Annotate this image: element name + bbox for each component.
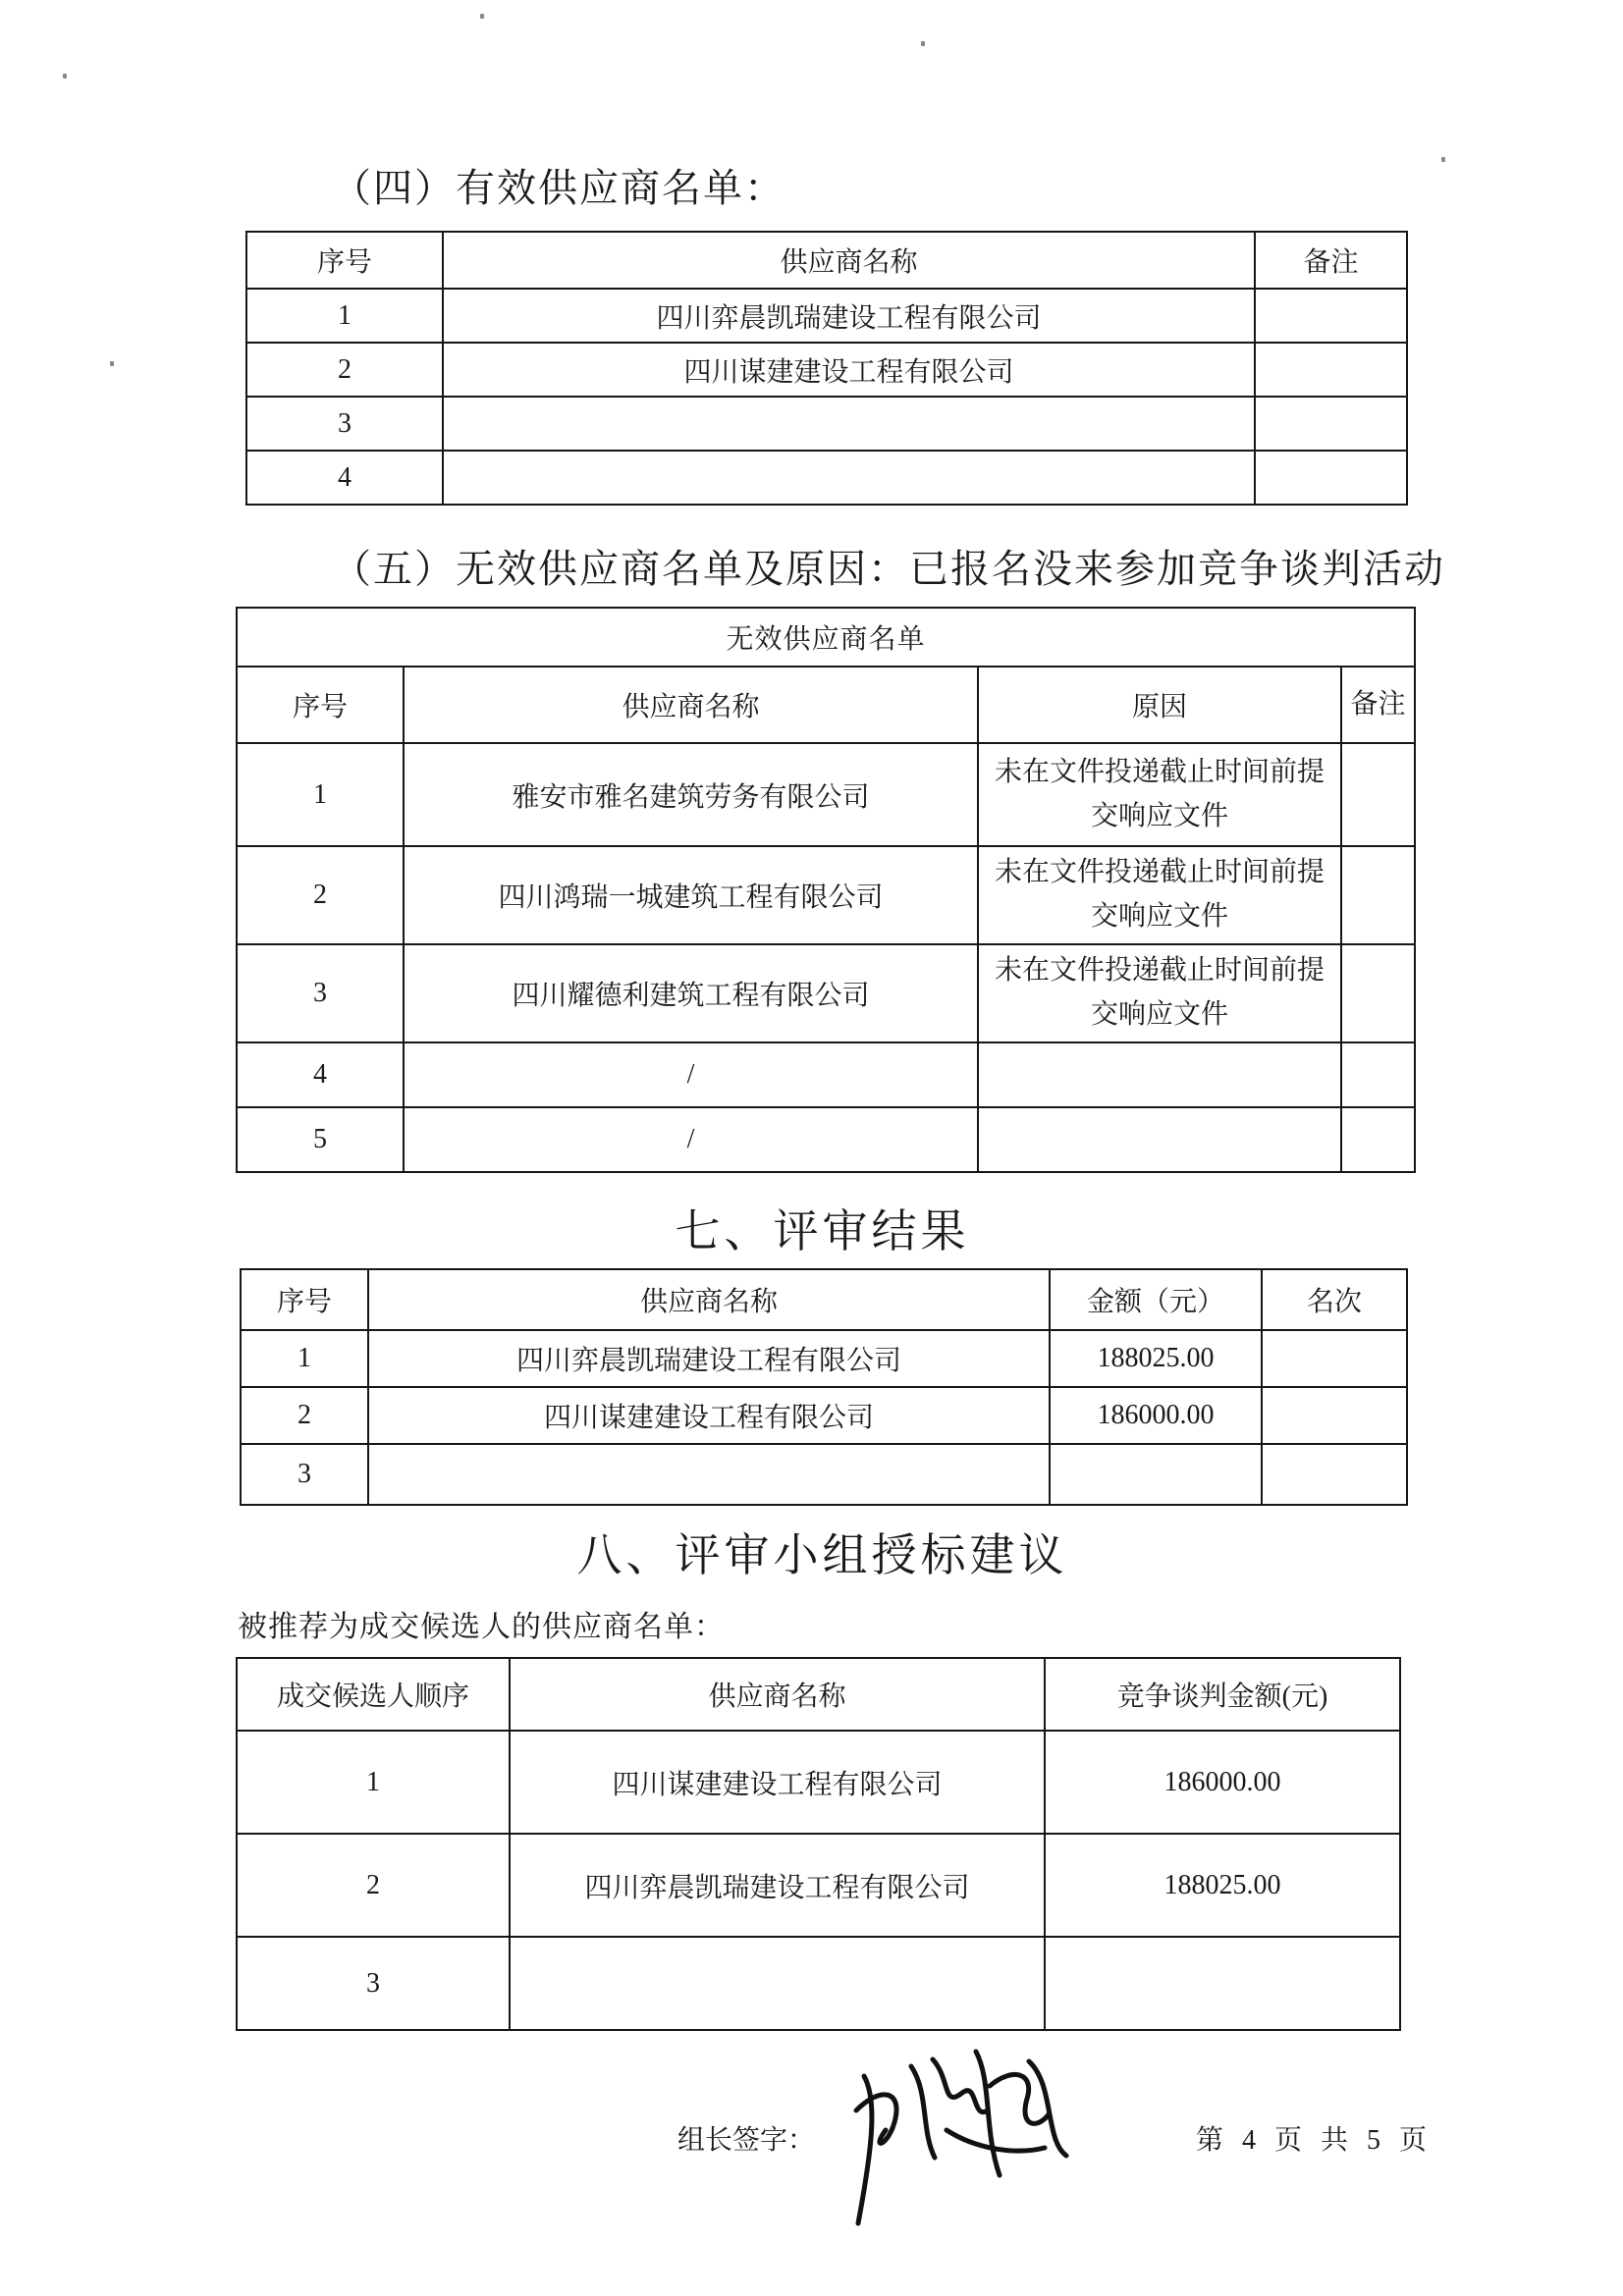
cell-supplier-name: / <box>404 1107 978 1172</box>
col-header-index: 序号 <box>246 232 443 289</box>
leader-signature-label: 组长签字： <box>677 2125 816 2156</box>
scan-speckle <box>480 14 484 19</box>
table-row <box>246 289 1407 343</box>
cell-reason <box>978 1042 1341 1107</box>
cell-amount <box>1045 1937 1400 2030</box>
invalid-suppliers-table <box>236 607 1416 1173</box>
col-header-supplier-name: 供应商名称 <box>368 1269 1050 1330</box>
cell-index: 2 <box>241 1387 368 1444</box>
cell-remark <box>1255 343 1407 397</box>
col-header-negotiation-amount: 竞争谈判金额(元) <box>1045 1658 1400 1731</box>
cell-index: 3 <box>246 397 443 451</box>
cell-remark <box>1341 743 1415 846</box>
cell-supplier-name: 雅安市雅名建筑劳务有限公司 <box>404 743 978 846</box>
cell-supplier-name: 四川谋建建设工程有限公司 <box>443 343 1255 397</box>
cell-amount: 186000.00 <box>1050 1387 1262 1444</box>
page-number: 第 4 页 共 5 页 <box>1196 2125 1434 2156</box>
table-row <box>237 1042 1415 1107</box>
table-row <box>237 944 1415 1042</box>
cell-index: 1 <box>246 289 443 343</box>
table-row <box>246 343 1407 397</box>
col-header-rank: 名次 <box>1262 1269 1407 1330</box>
cell-supplier-name <box>443 451 1255 505</box>
cell-supplier-name: 四川谋建建设工程有限公司 <box>368 1387 1050 1444</box>
cell-amount: 186000.00 <box>1045 1731 1400 1834</box>
cell-rank <box>1262 1330 1407 1387</box>
table-row <box>241 1330 1407 1387</box>
cell-reason: 未在文件投递截止时间前提交响应文件 <box>978 944 1341 1042</box>
cell-index: 2 <box>237 846 404 944</box>
cell-reason <box>978 1107 1341 1172</box>
table-row <box>237 1834 1400 1937</box>
col-header-candidate-order: 成交候选人顺序 <box>237 1658 510 1731</box>
cell-candidate-order: 3 <box>237 1937 510 2030</box>
col-header-remark: 备注 <box>1255 232 1407 289</box>
table-row <box>237 1107 1415 1172</box>
scan-speckle <box>110 361 114 366</box>
cell-amount: 188025.00 <box>1050 1330 1262 1387</box>
section4-heading: （四）有效供应商名单： <box>332 166 785 210</box>
invalid-table-title: 无效供应商名单 <box>237 608 1415 667</box>
cell-supplier-name <box>443 397 1255 451</box>
cell-remark <box>1341 1042 1415 1107</box>
scan-speckle <box>63 74 67 79</box>
cell-supplier-name: 四川弈晨凯瑞建设工程有限公司 <box>443 289 1255 343</box>
cell-remark <box>1255 289 1407 343</box>
cell-index: 1 <box>241 1330 368 1387</box>
cell-amount: 188025.00 <box>1045 1834 1400 1937</box>
table-row <box>241 1387 1407 1444</box>
cell-supplier-name: 四川耀德利建筑工程有限公司 <box>404 944 978 1042</box>
scan-speckle <box>921 41 925 46</box>
cell-index: 5 <box>237 1107 404 1172</box>
cell-reason: 未在文件投递截止时间前提交响应文件 <box>978 743 1341 846</box>
col-header-index: 序号 <box>237 667 404 743</box>
col-header-index: 序号 <box>241 1269 368 1330</box>
valid-suppliers-table <box>245 231 1408 506</box>
cell-index: 3 <box>237 944 404 1042</box>
cell-remark <box>1255 397 1407 451</box>
cell-rank <box>1262 1444 1407 1505</box>
cell-remark <box>1341 1107 1415 1172</box>
col-header-supplier-name: 供应商名称 <box>510 1658 1045 1731</box>
cell-supplier-name: 四川谋建建设工程有限公司 <box>510 1731 1045 1834</box>
cell-index: 1 <box>237 743 404 846</box>
table-header-row <box>237 1658 1400 1731</box>
scan-speckle <box>1441 157 1445 162</box>
col-header-reason: 原因 <box>978 667 1341 743</box>
col-header-amount: 金额（元） <box>1050 1269 1262 1330</box>
cell-index: 4 <box>237 1042 404 1107</box>
evaluation-results-table <box>240 1268 1408 1506</box>
col-header-remark: 备注 <box>1341 667 1415 743</box>
leader-signature-handwriting-icon <box>837 1983 1082 2238</box>
table-header-row <box>241 1269 1407 1330</box>
cell-reason: 未在文件投递截止时间前提交响应文件 <box>978 846 1341 944</box>
table-row <box>237 1937 1400 2030</box>
table-row <box>246 397 1407 451</box>
cell-remark <box>1255 451 1407 505</box>
table-row <box>246 451 1407 505</box>
table-row <box>237 1731 1400 1834</box>
table-header-row <box>237 667 1415 743</box>
cell-candidate-order: 2 <box>237 1834 510 1937</box>
cell-index: 2 <box>246 343 443 397</box>
cell-amount <box>1050 1444 1262 1505</box>
cell-remark <box>1341 846 1415 944</box>
table-row <box>237 846 1415 944</box>
cell-supplier-name: 四川鸿瑞一城建筑工程有限公司 <box>404 846 978 944</box>
cell-candidate-order: 1 <box>237 1731 510 1834</box>
cell-rank <box>1262 1387 1407 1444</box>
col-header-supplier-name: 供应商名称 <box>443 232 1255 289</box>
cell-supplier-name: 四川弈晨凯瑞建设工程有限公司 <box>510 1834 1045 1937</box>
col-header-supplier-name: 供应商名称 <box>404 667 978 743</box>
section7-heading: 七、评审结果 <box>675 1206 970 1256</box>
table-title-row <box>237 608 1415 667</box>
cell-supplier-name: / <box>404 1042 978 1107</box>
cell-index: 4 <box>246 451 443 505</box>
award-recommendation-table <box>236 1657 1401 2031</box>
cell-supplier-name <box>368 1444 1050 1505</box>
recommended-candidates-note: 被推荐为成交候选人的供应商名单： <box>238 1611 725 1643</box>
table-header-row <box>246 232 1407 289</box>
table-row <box>237 743 1415 846</box>
table-row <box>241 1444 1407 1505</box>
section5-heading: （五）无效供应商名单及原因：已报名没来参加竞争谈判活动 <box>332 547 1445 591</box>
section8-heading: 八、评审小组授标建议 <box>576 1530 1068 1580</box>
cell-supplier-name: 四川弈晨凯瑞建设工程有限公司 <box>368 1330 1050 1387</box>
cell-remark <box>1341 944 1415 1042</box>
cell-index: 3 <box>241 1444 368 1505</box>
